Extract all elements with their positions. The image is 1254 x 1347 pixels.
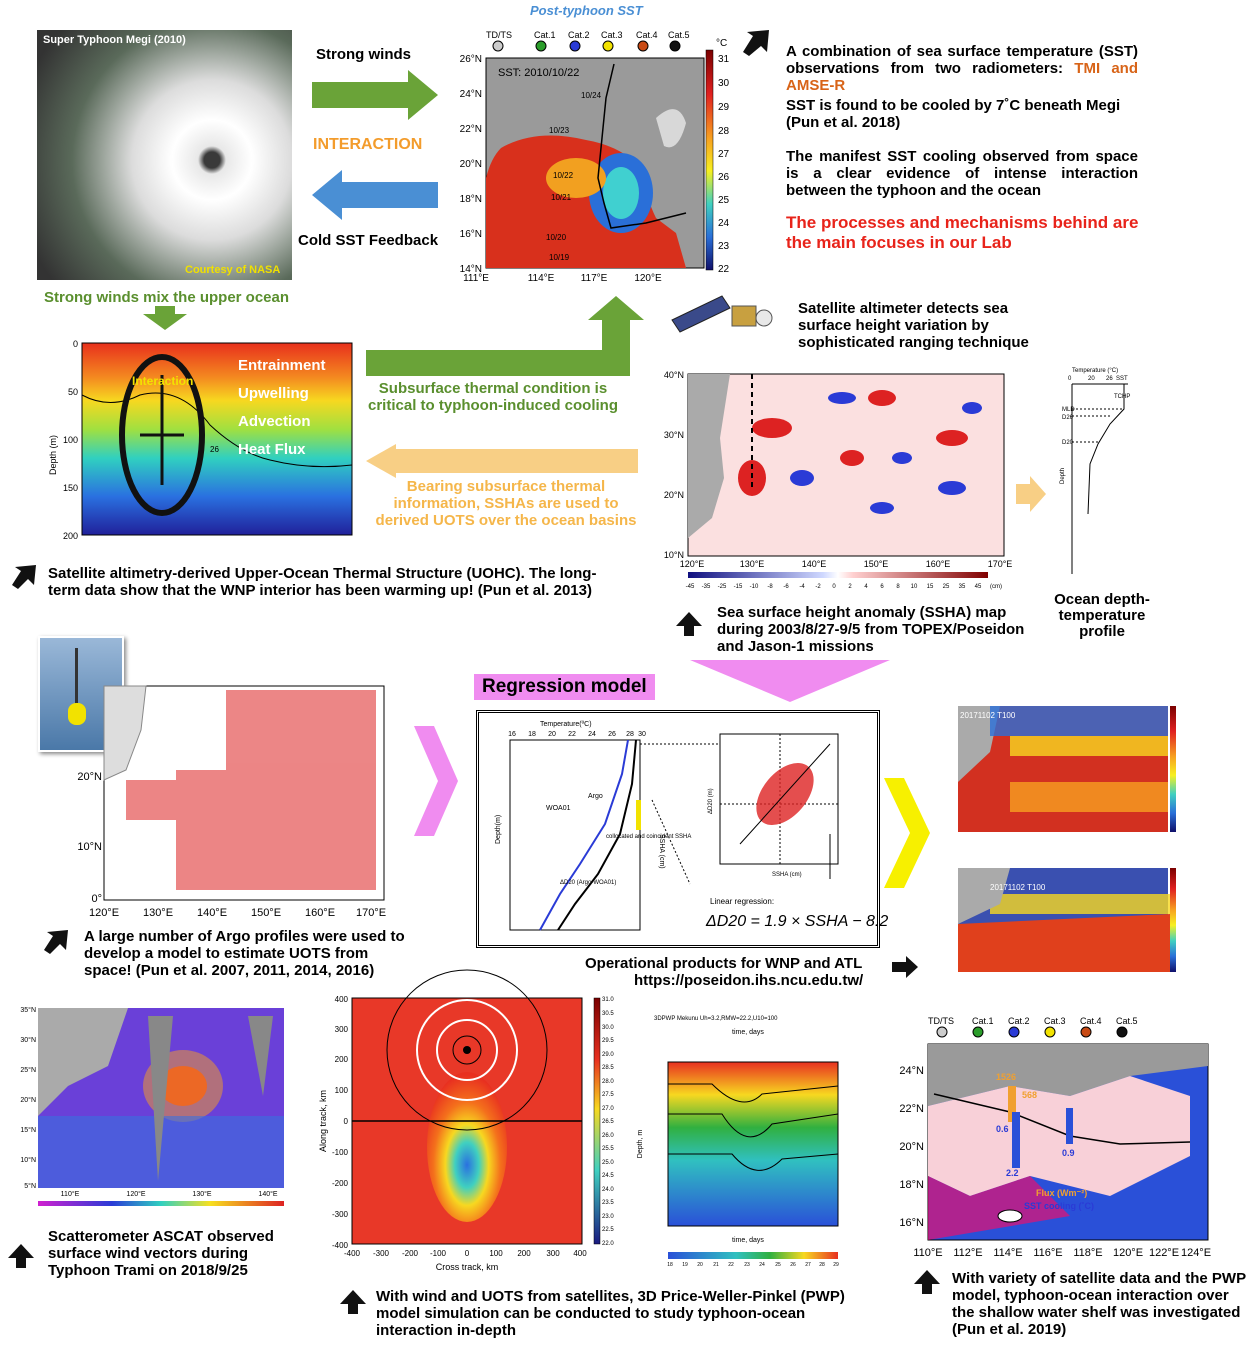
pwp-caption: With wind and UOTS from satellites, 3D Price-Weller-Pinkel (PWP) model simulation can be conducted to study typhoon-ocean interaction in-depth bbox=[376, 1288, 845, 1339]
ssha-lon-3: 150°E bbox=[863, 559, 889, 569]
top-text-1a: A combination of sea surface temperature (SST) observations from two radiometers: bbox=[786, 43, 1138, 77]
reg-t2: 20 bbox=[548, 731, 556, 738]
ascat-lat-3: 20°N bbox=[20, 1097, 36, 1104]
pwp-section bbox=[632, 1014, 852, 1270]
ssha-cb-16: 25 bbox=[942, 584, 950, 590]
pointer-arrow-pwp bbox=[340, 1290, 366, 1314]
sst-cb-8: 23 bbox=[718, 241, 730, 252]
altimeter-caption: Satellite altimeter detects sea surface height variation by sophisticated ranging technique bbox=[798, 300, 1029, 351]
reg-depth: Depth(m) bbox=[495, 814, 502, 844]
pwp-cb-0: 31.0 bbox=[602, 997, 614, 1003]
sst-lon-3: 120°E bbox=[634, 273, 662, 284]
ssha-cb-6: -6 bbox=[783, 584, 789, 590]
argo-lon-5: 170°E bbox=[355, 907, 387, 919]
track-2: 10/22 bbox=[553, 171, 574, 180]
uots-y-1: 50 bbox=[67, 387, 78, 397]
shelf-lon-1: 112°E bbox=[953, 1247, 983, 1259]
reg-lin-label: Linear regression: bbox=[710, 897, 775, 906]
sst-cb-6: 25 bbox=[718, 195, 730, 206]
pointer-arrow-top bbox=[743, 30, 773, 56]
sst-cb-7: 24 bbox=[718, 218, 730, 229]
sst-date: SST: 2010/10/22 bbox=[498, 67, 580, 79]
profile-t0: 0 bbox=[1068, 376, 1072, 382]
sect-cb-5: 23 bbox=[744, 1262, 750, 1268]
ssha-cb-5: -8 bbox=[767, 584, 773, 590]
uots-y-4: 200 bbox=[62, 531, 78, 541]
reg-t0: 16 bbox=[508, 731, 516, 738]
reg-t1: 18 bbox=[528, 731, 536, 738]
shelf-cool-label: SST cooling (˚C) bbox=[1024, 1201, 1094, 1211]
reg-scatter-y: ΔD20 (m) bbox=[708, 788, 714, 814]
sst-lon-1: 114°E bbox=[527, 273, 555, 284]
ssha-lat-2: 20°N bbox=[663, 490, 684, 500]
sst-legend-5: Cat.5 bbox=[668, 30, 690, 40]
sst-legend-0: TD/TS bbox=[486, 30, 512, 40]
shelf-flux-label: Flux (Wm⁻²) bbox=[1036, 1188, 1088, 1198]
ascat-lon-0: 110°E bbox=[60, 1191, 80, 1198]
sst-legend-3: Cat.3 bbox=[601, 30, 623, 40]
uohc-caption: Satellite altimetry-derived Upper-Ocean Thermal Structure (UOHC). The long-term data show that the WNP interior has been warming up! (Pun et al. 2013) bbox=[48, 565, 597, 599]
pwp-plan bbox=[308, 992, 628, 1282]
bearing-label: Bearing subsurface thermal information, SSHAs are used to derived UOTS over the ocean basins bbox=[375, 478, 637, 529]
argo-lon-3: 150°E bbox=[250, 907, 282, 919]
track-1: 10/23 bbox=[549, 126, 570, 135]
track-0: 10/24 bbox=[581, 91, 602, 100]
track-3: 10/21 bbox=[551, 193, 572, 202]
uots-label-3: Heat Flux bbox=[238, 441, 306, 458]
argo-lon-4: 160°E bbox=[304, 907, 336, 919]
ssha-lat-3: 10°N bbox=[663, 550, 684, 560]
argo-lon-1: 130°E bbox=[142, 907, 174, 919]
pwp-x-1: -300 bbox=[372, 1249, 390, 1258]
sect-cb-10: 28 bbox=[819, 1262, 825, 1268]
ssha-cb-7: -4 bbox=[799, 584, 805, 590]
sst-cb-0: 31 bbox=[718, 54, 730, 65]
pwp-x-7: 300 bbox=[546, 1249, 560, 1258]
sst-legend-1: Cat.1 bbox=[534, 30, 556, 40]
sect-cb-8: 26 bbox=[790, 1262, 796, 1268]
uots-ylabel: Depth (m) bbox=[48, 434, 58, 476]
ascat-lat-1: 30°N bbox=[20, 1037, 36, 1044]
argo-lat-0: 20°N bbox=[77, 771, 102, 783]
strong-winds-label: Strong winds bbox=[316, 46, 411, 63]
shelf-leg-0: TD/TS bbox=[928, 1016, 954, 1026]
top-text-4: The processes and mechanisms behind are the main focuses in our Lab bbox=[786, 213, 1139, 252]
pwp-x-3: -100 bbox=[429, 1249, 447, 1258]
pointer-arrow-uohc bbox=[12, 565, 38, 589]
profile-diagram bbox=[1040, 364, 1130, 584]
reg-equation: ΔD20 = 1.9 × SSHA − 8.2 bbox=[706, 913, 889, 930]
argo-lon-0: 120°E bbox=[88, 907, 120, 919]
profile-d26: D26 bbox=[1062, 415, 1074, 421]
subsurface-arrow bbox=[366, 296, 646, 378]
profile-caption: Ocean depth-temperature profile bbox=[1054, 591, 1150, 640]
shelf-cool-2: 0.9 bbox=[1062, 1148, 1075, 1158]
ascat-lat-0: 35°N bbox=[20, 1007, 36, 1014]
pwp-cb-12: 25.0 bbox=[602, 1160, 614, 1166]
shelf-lat-1: 22°N bbox=[899, 1103, 924, 1115]
shelf-cool-1: 2.2 bbox=[1006, 1168, 1019, 1178]
pwp-cb-3: 29.5 bbox=[602, 1038, 614, 1044]
pwp-cb-2: 30.0 bbox=[602, 1025, 614, 1031]
sst-cb-2: 29 bbox=[718, 102, 730, 113]
shelf-lon-5: 120°E bbox=[1112, 1247, 1144, 1259]
sect-time-top: time, days bbox=[732, 1029, 764, 1036]
ascat-lat-5: 10°N bbox=[20, 1157, 36, 1164]
top-text-1 bbox=[786, 43, 1138, 94]
sst-unit: °C bbox=[716, 38, 728, 49]
pwp-cb-14: 24.0 bbox=[602, 1187, 614, 1193]
wnp-label: 20171102 T100 bbox=[960, 711, 1016, 720]
ssha-lon-2: 140°E bbox=[801, 559, 827, 569]
uots-y-2: 100 bbox=[62, 435, 78, 445]
pointer-arrow-shelf bbox=[914, 1270, 940, 1294]
sst-lon-0: 111°E bbox=[463, 273, 489, 284]
reg-woa: WOA01 bbox=[546, 805, 571, 812]
sst-cb-5: 26 bbox=[718, 172, 730, 183]
sect-cb-4: 22 bbox=[728, 1262, 734, 1268]
ascat-caption: Scatterometer ASCAT observed surface wind vectors during Typhoon Trami on 2018/9/25 bbox=[48, 1228, 274, 1279]
ascat-lat-2: 25°N bbox=[20, 1067, 36, 1074]
ssha-cb-1: -35 bbox=[701, 584, 711, 590]
sect-cb-11: 29 bbox=[833, 1262, 839, 1268]
ssha-lon-1: 130°E bbox=[739, 559, 765, 569]
ascat-lon-2: 130°E bbox=[192, 1191, 212, 1198]
pwp-y-6: -200 bbox=[331, 1179, 348, 1188]
shelf-leg-3: Cat.3 bbox=[1044, 1016, 1066, 1026]
ssha-lon-0: 120°E bbox=[679, 559, 705, 569]
sst-cb-4: 27 bbox=[718, 149, 730, 160]
reg-ssha: SSHA (cm) bbox=[658, 834, 665, 869]
pwp-cb-6: 28.0 bbox=[602, 1079, 614, 1085]
shelf-lon-7: 124°E bbox=[1180, 1247, 1212, 1259]
shelf-lon-2: 114°E bbox=[993, 1247, 1023, 1259]
pwp-x-4: 0 bbox=[464, 1249, 470, 1258]
ssha-cb-15: 15 bbox=[926, 584, 934, 590]
cold-feedback-arrow bbox=[312, 170, 438, 220]
pwp-y-3: 100 bbox=[334, 1086, 348, 1095]
nasa-credit: Courtesy of NASA bbox=[185, 264, 281, 276]
pwp-cb-1: 30.5 bbox=[602, 1011, 614, 1017]
ssha-lat-0: 40°N bbox=[663, 370, 684, 380]
pwp-xaxis: Cross track, km bbox=[435, 1262, 499, 1272]
ssha-cb-2: -25 bbox=[717, 584, 727, 590]
pwp-yaxis: Along track, km bbox=[318, 1089, 328, 1153]
pwp-y-7: -300 bbox=[331, 1210, 348, 1219]
profile-depth: Depth bbox=[1060, 467, 1066, 484]
shelf-leg-5: Cat.5 bbox=[1116, 1016, 1138, 1026]
shelf-lon-0: 110°E bbox=[913, 1247, 943, 1259]
regression-chart bbox=[480, 714, 889, 940]
sst-lat-3: 20°N bbox=[459, 159, 482, 170]
pwp-x-8: 400 bbox=[573, 1249, 587, 1258]
top-text-2: SST is found to be cooled by 7˚C beneath Megi (Pun et al. 2018) bbox=[786, 97, 1121, 131]
ssha-map bbox=[652, 368, 1020, 606]
ssha-cb-9: 0 bbox=[832, 584, 836, 590]
bearing-arrow bbox=[366, 444, 638, 478]
shelf-map bbox=[890, 1016, 1220, 1264]
sst-map bbox=[446, 28, 716, 283]
argo-caption: A large number of Argo profiles were used to develop a model to estimate UOTS from space! (Pun et al. 2007, 2011, 2014, 2016) bbox=[84, 928, 405, 979]
sst-legend-2: Cat.2 bbox=[568, 30, 590, 40]
ssha-cb-3: -15 bbox=[733, 584, 743, 590]
sst-title: Post-typhoon SST bbox=[530, 3, 643, 18]
shelf-leg-4: Cat.4 bbox=[1080, 1016, 1102, 1026]
ssha-cb-13: 8 bbox=[896, 584, 900, 590]
pwp-y-0: 400 bbox=[334, 995, 348, 1004]
pwp-cb-16: 23.0 bbox=[602, 1214, 614, 1220]
ssha-cb-18: 45 bbox=[974, 584, 982, 590]
reg-colloc: collocated and coincident SSHA bbox=[606, 834, 692, 840]
ssha-lon-4: 160°E bbox=[925, 559, 951, 569]
sect-cb-7: 25 bbox=[775, 1262, 781, 1268]
uots-panel bbox=[40, 335, 358, 545]
track-4: 10/20 bbox=[546, 233, 567, 242]
ssha-cb-12: 6 bbox=[880, 584, 884, 590]
uots-label-2: Advection bbox=[238, 413, 311, 430]
mix-arrow bbox=[143, 306, 187, 330]
shelf-lat-4: 16°N bbox=[899, 1217, 924, 1229]
ssha-lon-5: 170°E bbox=[987, 559, 1013, 569]
uots-label-1: Upwelling bbox=[238, 385, 309, 402]
sect-cb-9: 27 bbox=[805, 1262, 811, 1268]
ssha-cb-17: 35 bbox=[958, 584, 966, 590]
atl-label: 20171102 T100 bbox=[990, 883, 1046, 892]
ssha-cb-0: -45 bbox=[685, 584, 695, 590]
ascat-lon-3: 140°E bbox=[258, 1191, 278, 1198]
top-text-3: The manifest SST cooling observed from space is a clear evidence of intense interaction between the typhoon and the ocean bbox=[786, 148, 1138, 199]
track-5: 10/19 bbox=[549, 253, 570, 262]
sst-lat-2: 22°N bbox=[459, 124, 482, 135]
pwp-cb-8: 27.0 bbox=[602, 1106, 614, 1112]
regression-title: Regression model bbox=[474, 674, 655, 700]
argo-map bbox=[77, 680, 387, 920]
pwp-cb-10: 26.0 bbox=[602, 1133, 614, 1139]
reg-temp-axis: Temperature(ºC) bbox=[540, 721, 592, 728]
shelf-leg-1: Cat.1 bbox=[972, 1016, 994, 1026]
sst-cb-3: 28 bbox=[718, 126, 730, 137]
sect-title: 3DPWP Mekunu Uh=3.2,RMW=22.2,U10=100 bbox=[654, 1016, 778, 1022]
argo-to-regression-arrow bbox=[414, 726, 458, 836]
ops-caption-1: Operational products for WNP and ATL bbox=[585, 955, 863, 972]
ascat-map bbox=[8, 1006, 293, 1221]
pwp-cb-18: 22.0 bbox=[602, 1241, 614, 1247]
shelf-flux-0: 1526 bbox=[996, 1072, 1017, 1082]
interaction-label: INTERACTION bbox=[313, 136, 423, 153]
reg-t4: 24 bbox=[588, 731, 596, 738]
sst-lon-2: 117°E bbox=[580, 273, 608, 284]
ssha-cb-10: 2 bbox=[848, 584, 852, 590]
profile-tchp: TCHP bbox=[1114, 394, 1131, 400]
shelf-lat-0: 24°N bbox=[899, 1065, 924, 1077]
ssha-caption: Sea surface height anomaly (SSHA) map during 2003/8/27-9/5 from TOPEX/Poseidon and Jason-1 missions bbox=[717, 604, 1025, 655]
ssha-unit: (cm) bbox=[990, 584, 1002, 590]
profile-title: Temperature (°C) bbox=[1072, 368, 1119, 374]
pwp-cb-11: 25.5 bbox=[602, 1146, 614, 1152]
pwp-cb-13: 24.5 bbox=[602, 1173, 614, 1179]
sst-colorbar bbox=[704, 36, 752, 276]
ops-caption-2: https://poseidon.ihs.ncu.edu.tw/ bbox=[634, 972, 864, 989]
sst-cb-1: 30 bbox=[718, 78, 730, 89]
shelf-lon-4: 118°E bbox=[1073, 1247, 1103, 1259]
ssha-cb-4: -10 bbox=[749, 584, 759, 590]
reg-t3: 22 bbox=[568, 731, 576, 738]
nasa-title: Super Typhoon Megi (2010) bbox=[43, 34, 186, 46]
ascat-lat-6: 5°N bbox=[24, 1183, 36, 1190]
ascat-lat-4: 15°N bbox=[20, 1127, 36, 1134]
ascat-lon-1: 120°E bbox=[126, 1191, 146, 1198]
reg-argo: Argo bbox=[588, 793, 603, 800]
reg-scatter-x: SSHA (cm) bbox=[772, 872, 802, 878]
sect-time-bottom: time, days bbox=[732, 1237, 764, 1244]
pwp-cb-7: 27.5 bbox=[602, 1092, 614, 1098]
shelf-flux-1: 568 bbox=[1022, 1090, 1038, 1100]
mix-label: Strong winds mix the upper ocean bbox=[44, 289, 290, 306]
atl-product bbox=[930, 864, 1186, 984]
pwp-cb-9: 26.5 bbox=[602, 1119, 614, 1125]
pointer-arrow-ssha bbox=[676, 612, 702, 636]
sst-legend bbox=[486, 30, 690, 51]
uots-contour: 26 bbox=[210, 445, 219, 454]
reg-t7: 30 bbox=[638, 731, 646, 738]
sect-cb-2: 20 bbox=[697, 1262, 703, 1268]
pwp-x-2: -200 bbox=[401, 1249, 419, 1258]
pwp-x-6: 200 bbox=[517, 1249, 531, 1258]
sst-legend-4: Cat.4 bbox=[636, 30, 658, 40]
cold-feedback-label: Cold SST Feedback bbox=[298, 232, 439, 249]
strong-winds-arrow bbox=[312, 70, 438, 120]
pwp-x-0: -400 bbox=[343, 1249, 361, 1258]
profile-t2: 26 bbox=[1106, 376, 1113, 382]
sect-cb-1: 19 bbox=[682, 1262, 688, 1268]
sst-lat-5: 16°N bbox=[459, 229, 482, 240]
sst-lat-1: 24°N bbox=[459, 89, 482, 100]
profile-t1: 20 bbox=[1088, 376, 1095, 382]
profile-t3: SST bbox=[1116, 376, 1128, 382]
ssha-lat-1: 30°N bbox=[663, 430, 684, 440]
pwp-y-2: 200 bbox=[334, 1055, 348, 1064]
argo-lat-1: 10°N bbox=[77, 841, 102, 853]
shelf-lon-6: 122°E bbox=[1148, 1247, 1180, 1259]
sst-lat-4: 18°N bbox=[459, 194, 482, 205]
pwp-cb-5: 28.5 bbox=[602, 1065, 614, 1071]
regression-down-arrow bbox=[690, 660, 890, 702]
uots-label-0: Entrainment bbox=[238, 357, 326, 374]
shelf-caption: With variety of satellite data and the PWP model, typhoon-ocean interaction over the shallow water shelf was investigated (Pun et al. 2019) bbox=[952, 1270, 1246, 1338]
pointer-arrow-ascat bbox=[8, 1244, 34, 1268]
pointer-arrow-ops bbox=[892, 956, 918, 978]
pwp-y-5: -100 bbox=[331, 1148, 348, 1157]
pwp-cb-17: 22.5 bbox=[602, 1227, 614, 1233]
pwp-x-5: 100 bbox=[489, 1249, 503, 1258]
subsurface-label: Subsurface thermal condition is critical to typhoon-induced cooling bbox=[368, 380, 618, 414]
sst-lat-0: 26°N bbox=[459, 54, 482, 65]
wnp-product bbox=[930, 702, 1186, 840]
shelf-lat-3: 18°N bbox=[899, 1179, 924, 1191]
nasa-typhoon-image bbox=[37, 30, 292, 280]
uots-center: Interaction bbox=[132, 374, 194, 388]
shelf-lat-2: 20°N bbox=[899, 1141, 924, 1153]
sst-cb-9: 22 bbox=[718, 264, 730, 275]
sect-cb-3: 21 bbox=[713, 1262, 719, 1268]
profile-d20: D20 bbox=[1062, 440, 1074, 446]
satellite-icon bbox=[672, 290, 782, 350]
uots-y-0: 0 bbox=[72, 339, 78, 349]
pwp-y-1: 300 bbox=[334, 1025, 348, 1034]
pwp-cb-15: 23.5 bbox=[602, 1200, 614, 1206]
shelf-lon-3: 116°E bbox=[1033, 1247, 1063, 1259]
top-text-1b: TMI and AMSE-R bbox=[786, 60, 1138, 94]
uots-y-3: 150 bbox=[62, 483, 78, 493]
shelf-leg-2: Cat.2 bbox=[1008, 1016, 1030, 1026]
reg-delta: ΔD20 (Argo-WOA01) bbox=[560, 880, 617, 886]
argo-lon-2: 140°E bbox=[196, 907, 228, 919]
sst-lat-6: 14°N bbox=[459, 264, 482, 275]
regression-to-ops-arrow bbox=[884, 778, 930, 888]
pwp-y-8: -400 bbox=[331, 1241, 348, 1250]
ssha-cb-8: -2 bbox=[815, 584, 821, 590]
reg-t6: 28 bbox=[626, 731, 634, 738]
sect-cb-0: 18 bbox=[667, 1262, 673, 1268]
sect-depth: Depth, m bbox=[637, 1129, 644, 1159]
argo-lat-2: 0° bbox=[91, 893, 102, 905]
reg-t5: 26 bbox=[608, 731, 616, 738]
pwp-y-4: 0 bbox=[343, 1117, 348, 1126]
pointer-arrow-argo bbox=[44, 930, 70, 954]
profile-mld: MLD bbox=[1062, 407, 1075, 413]
sect-cb-6: 24 bbox=[759, 1262, 765, 1268]
pwp-cb-4: 29.0 bbox=[602, 1052, 614, 1058]
shelf-cool-0: 0.6 bbox=[996, 1124, 1009, 1134]
ssha-cb-11: 4 bbox=[864, 584, 868, 590]
ssha-cb-14: 10 bbox=[910, 584, 918, 590]
